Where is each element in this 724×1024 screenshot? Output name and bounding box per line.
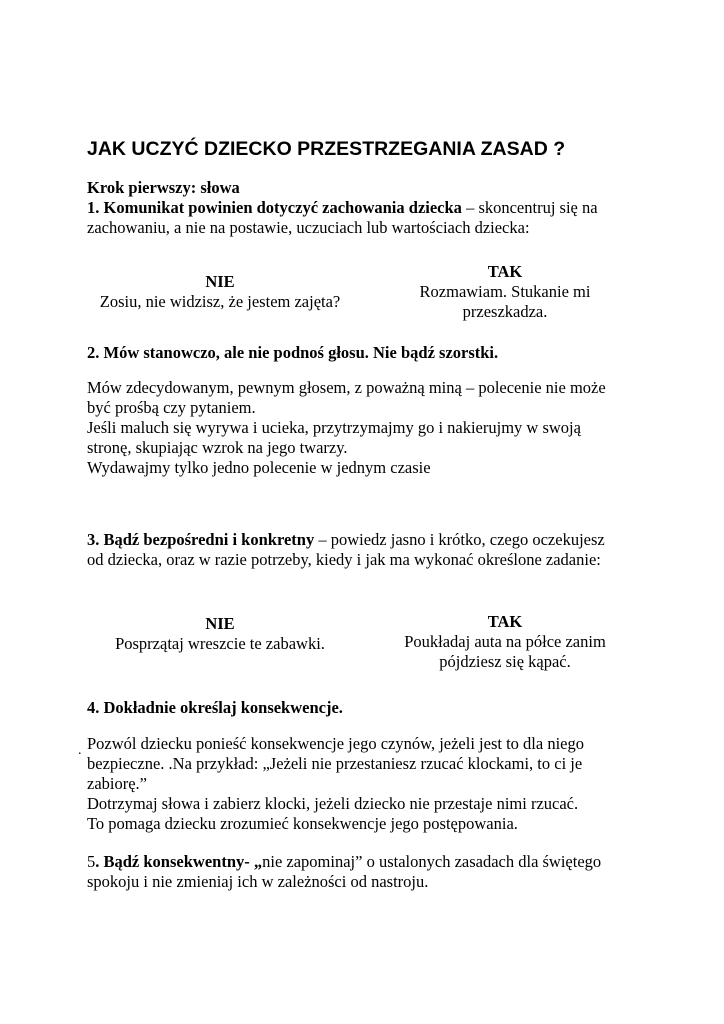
point4-heading-block <box>87 698 647 718</box>
comparison-2-tak <box>377 612 633 672</box>
comparison-1 <box>87 262 647 322</box>
tak-example-line2: przeszkadza. <box>462 302 548 321</box>
point4-line: Dotrzymaj słowa i zabierz klocki, jeżeli dziecko nie przestaje nimi rzucać. <box>87 794 579 813</box>
point5-line2: spokoju i nie zmieniaj ich w zależności od nastroju. <box>87 872 429 891</box>
point3-bold: 3. Bądź bezpośredni i konkretny <box>87 530 315 549</box>
point4-line: bezpieczne. .Na przykład: „Jeżeli nie przestaniesz rzucać klockami, to ci je <box>87 754 583 773</box>
nie-example: Zosiu, nie widzisz, że jestem zajęta? <box>99 292 341 311</box>
point5-bold: . Bądź konsekwentny- „ <box>95 852 263 871</box>
point2-line: Jeśli maluch się wyrywa i ucieka, przytrzymajmy go i nakierujmy w swoją <box>87 418 581 437</box>
point4-line: Pozwól dziecku ponieść konsekwencje jego czynów, jeżeli jest to dla niego <box>87 734 584 753</box>
point3-line1 <box>87 530 647 550</box>
step1-section <box>87 178 647 238</box>
nie-label: NIE <box>205 272 235 291</box>
point5-rest: nie zapominaj” o ustalonych zasadach dla świętego <box>262 852 602 871</box>
point4-body <box>87 734 647 834</box>
point2-line: stronę, skupiając wzrok na jego twarzy. <box>87 438 348 457</box>
point5-number: 5 <box>87 852 96 871</box>
point2-line: Wydawajmy tylko jedno polecenie w jednym czasie <box>87 458 431 477</box>
point2-line: Mów zdecydowanym, pewnym głosem, z poważną miną – polecenie nie może <box>87 378 606 397</box>
comparison-2-nie <box>87 614 353 654</box>
nie-label: NIE <box>205 614 235 633</box>
point5-section <box>87 852 647 892</box>
nie-example: Posprzątaj wreszcie te zabawki. <box>115 634 325 653</box>
tak-example-line1: Rozmawiam. Stukanie mi <box>419 282 591 301</box>
point2-line: być prośbą czy pytaniem. <box>87 398 256 417</box>
page-title: JAK UCZYĆ DZIECKO PRZESTRZEGANIA ZASAD ? <box>87 138 566 160</box>
stray-dot: . <box>78 743 82 758</box>
tak-example-line2: pójdziesz się kąpać. <box>439 652 571 671</box>
step1-heading: Krok pierwszy: słowa <box>87 178 240 197</box>
point4-line: zabiorę.” <box>87 774 147 793</box>
point3-line2: od dziecka, oraz w razie potrzeby, kiedy i jak ma wykonać określone zadanie: <box>87 550 601 569</box>
step1-point-line1 <box>87 198 647 218</box>
point2-heading: 2. Mów stanowczo, ale nie podnoś głosu. Nie bądź szorstki. <box>87 343 499 362</box>
comparison-2 <box>87 612 647 672</box>
tak-example-line1: Poukładaj auta na półce zanim <box>404 632 606 651</box>
point5-line1 <box>87 852 647 872</box>
point3-rest: – powiedz jasno i krótko, czego oczekujesz <box>314 530 605 549</box>
step1-point-bold: 1. Komunikat powinien dotyczyć zachowania dziecka <box>87 198 462 217</box>
point4-heading: 4. Dokładnie określaj konsekwencje. <box>87 698 343 717</box>
step1-point-line2: zachowaniu, a nie na postawie, uczuciach lub wartościach dziecka: <box>87 218 530 237</box>
point4-line: To pomaga dziecku zrozumieć konsekwencje jego postępowania. <box>87 814 518 833</box>
point3-section <box>87 530 647 570</box>
tak-label: TAK <box>487 262 523 281</box>
point2-body <box>87 378 647 478</box>
point2-heading-block <box>87 343 647 363</box>
step1-point-rest: – skoncentruj się na <box>461 198 598 217</box>
comparison-1-tak <box>387 262 623 322</box>
comparison-1-nie <box>87 272 353 312</box>
tak-label: TAK <box>487 612 523 631</box>
